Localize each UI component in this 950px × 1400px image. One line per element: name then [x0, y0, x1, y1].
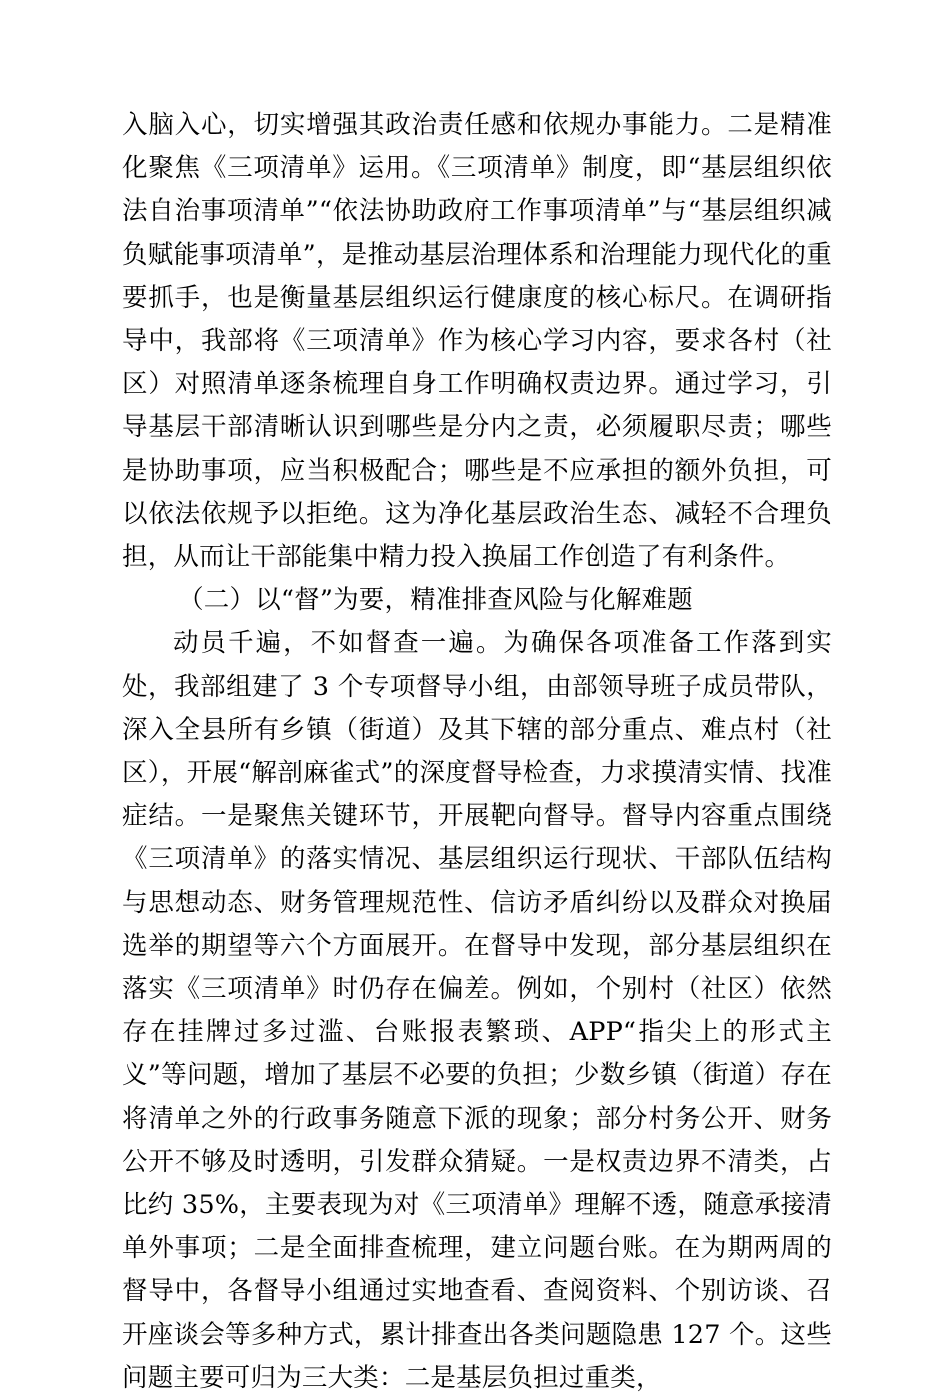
- document-body: [122, 104, 832, 1400]
- paragraph-1: 入脑入心，切实增强其政治责任感和依规办事能力。二是精准化聚焦《三项清单》运用。《三项清单》制度，即“基层组织依法自治事项清单”“依法协助政府工作事项清单”与“基层组织减负赋能事项清单”，是推动基层治理体系和治理能力现代化的重要抓手，也是衡量基层组织运行健康度的核心标尺。在调研指导中，我部将《三项清单》作为核心学习内容，要求各村（社区）对照清单逐条梳理自身工作明确权责边界。通过学习，引导基层干部清晰认识到哪些是分内之责，必须履职尽责；哪些是协助事项，应当积极配合；哪些是不应承担的额外负担，可以依法依规予以拒绝。这为净化基层政治生态、减轻不合理负担，从而让干部能集中精力投入换届工作创造了有利条件。: [122, 110, 832, 573]
- section-heading-2: （二）以“督”为要，精准排查风险与化解难题: [178, 585, 693, 616]
- paragraph-3: 动员千遍，不如督查一遍。为确保各项准备工作落到实处，我部组建了 3 个专项督导小组，由部领导班子成员带队，深入全县所有乡镇（街道）及其下辖的部分重点、难点村（社区），开展“解剖麻雀式”的深度督导检查，力求摸清实情、找准症结。一是聚焦关键环节，开展靶向督导。督导内容重点围绕《三项清单》的落实情况、基层组织运行现状、干部队伍结构与思想动态、财务管理规范性、信访矛盾纠纷以及群众对换届选举的期望等六个方面展开。在督导中发现，部分基层组织在落实《三项清单》时仍存在偏差。例如，个别村（社区）依然存在挂牌过多过滥、台账报表繁琐、APP“指尖上的形式主义”等问题，增加了基层不必要的负担；少数乡镇（街道）存在将清单之外的行政事务随意下派的现象；部分村务公开、财务公开不够及时透明，引发群众猜疑。一是权责边界不清类，占比约 35%，主要表现为对《三项清单》理解不透，随意承接清单外事项；二是全面排查梳理，建立问题台账。在为期两周的督导中，各督导小组通过实地查看、查阅资料、个别访谈、召开座谈会等多种方式，累计排查出各类问题隐患 127 个。这些问题主要可归为三大类：二是基层负担过重类，: [122, 628, 832, 1393]
